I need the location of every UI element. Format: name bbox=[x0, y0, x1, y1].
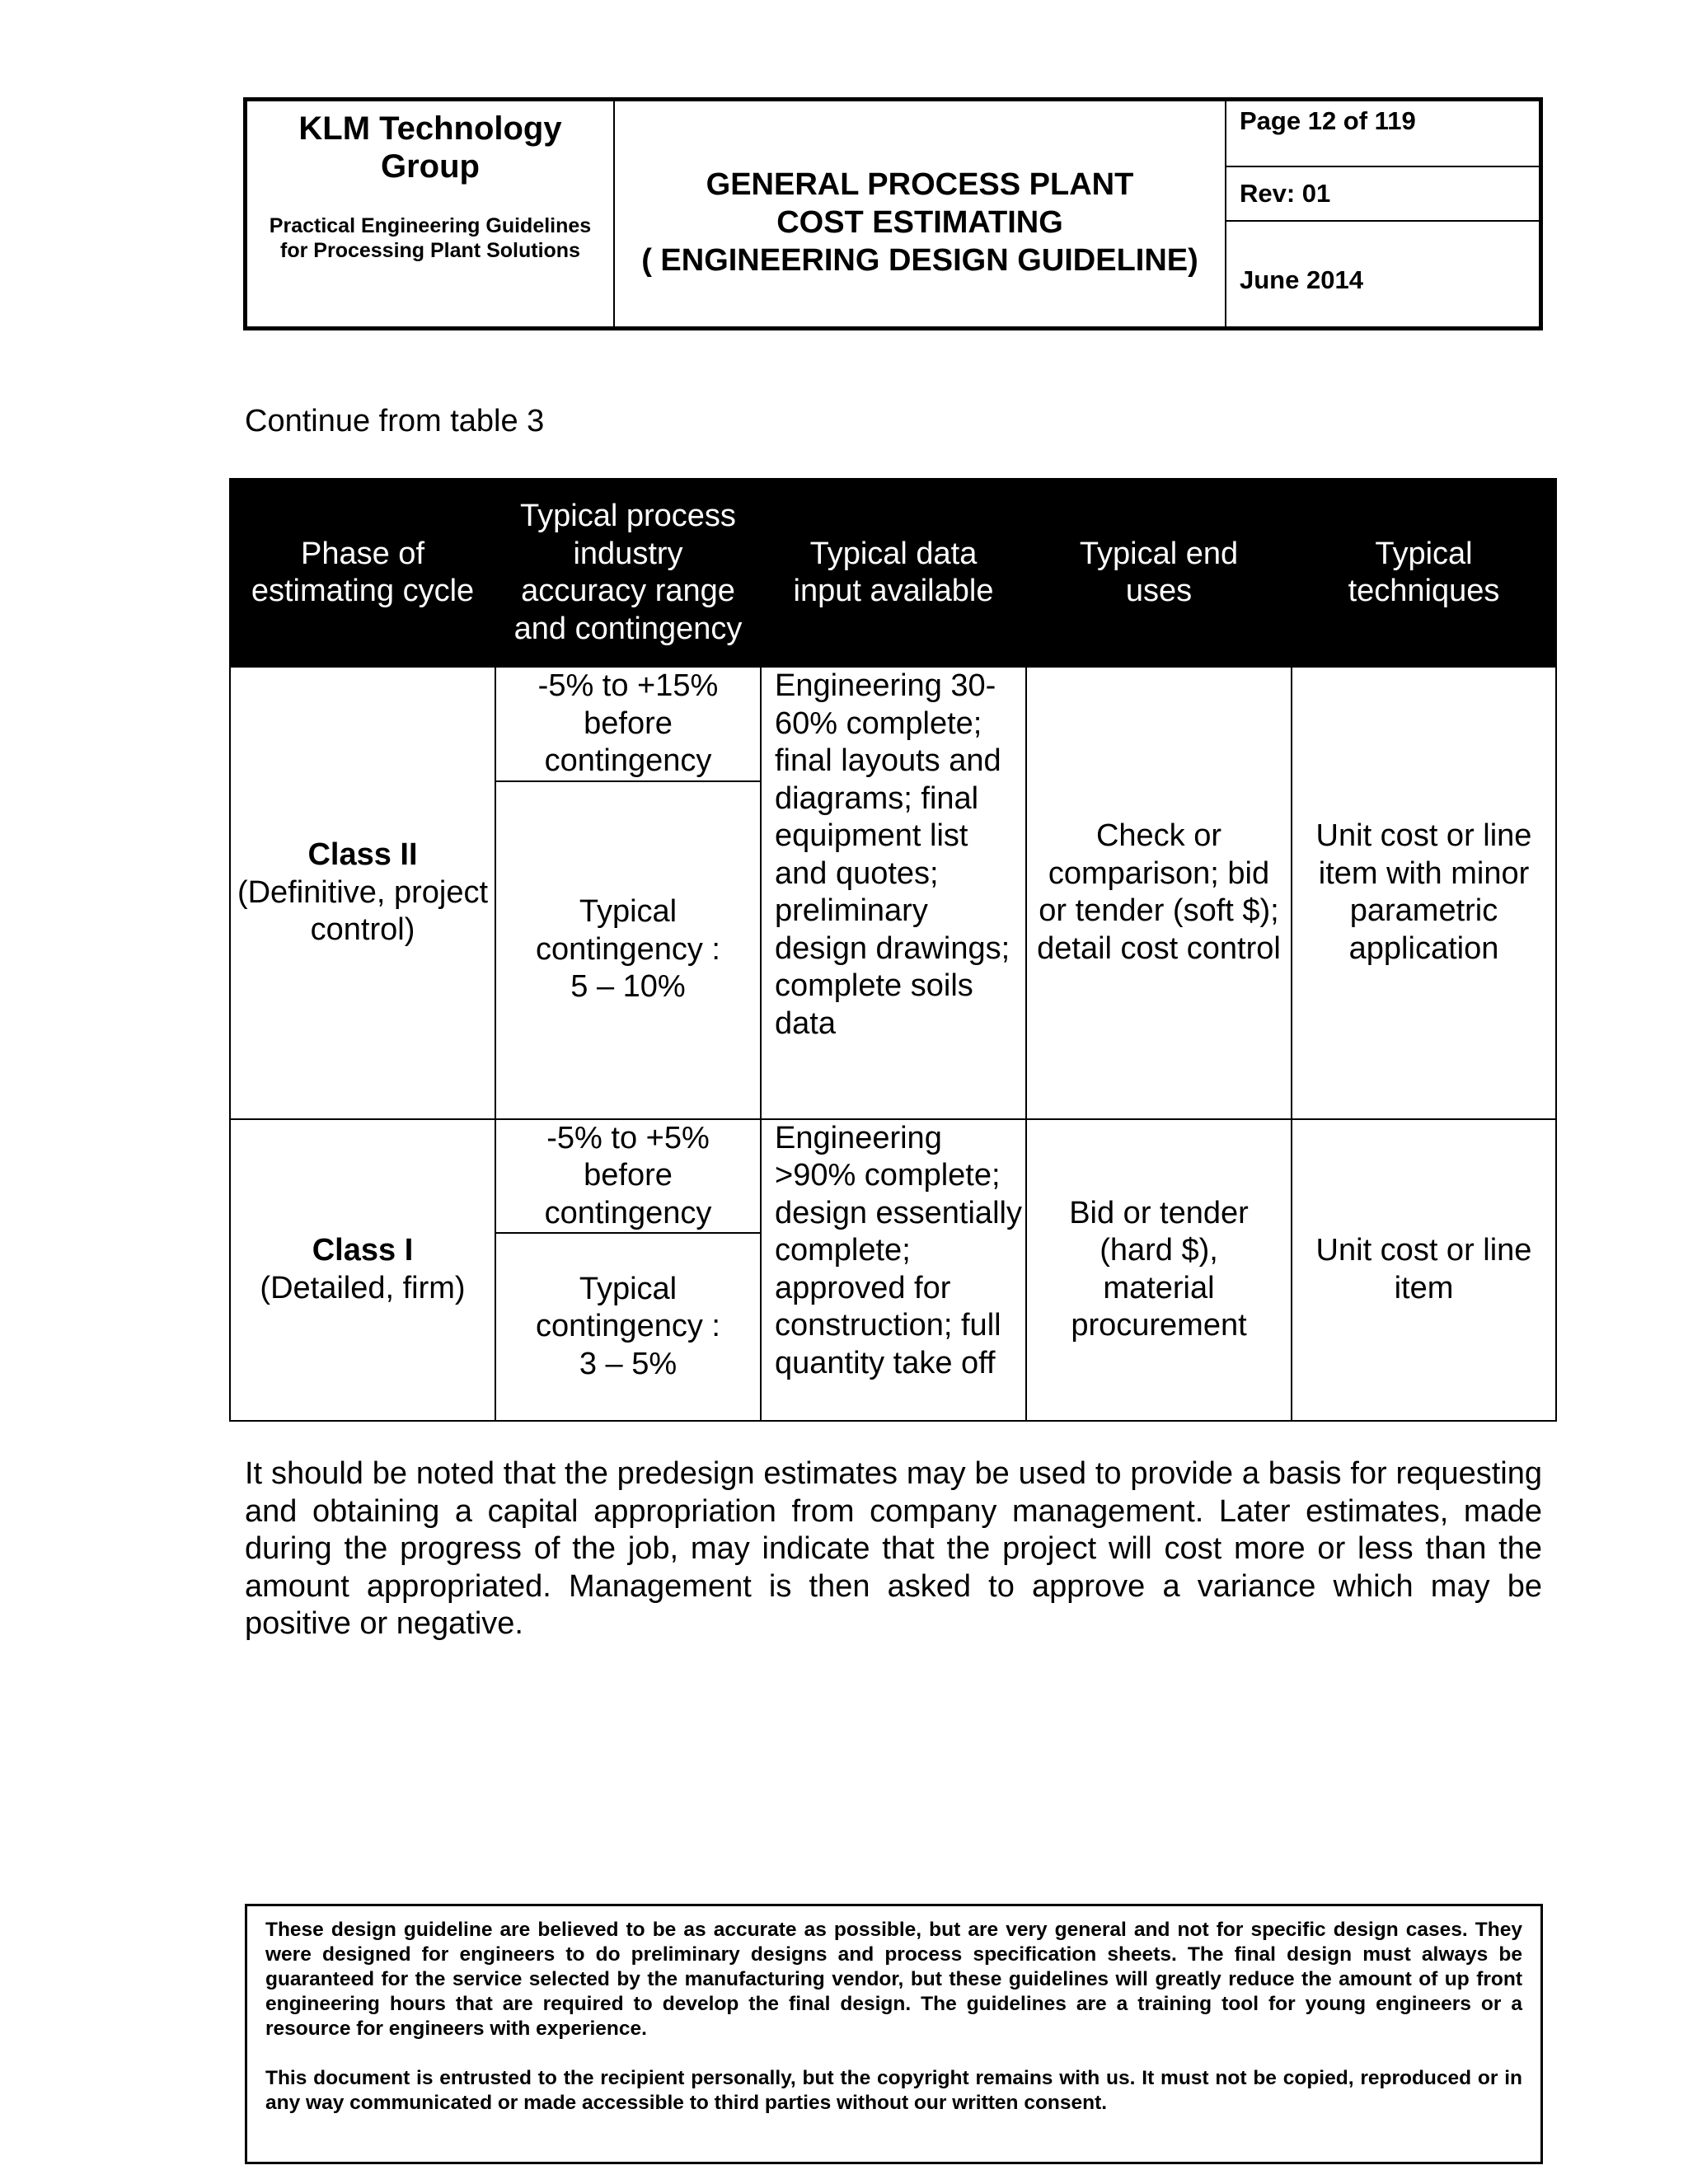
continue-caption: Continue from table 3 bbox=[245, 404, 545, 438]
contingency-cell: Typical contingency : 3 – 5% bbox=[495, 1233, 761, 1421]
title-line-1: GENERAL PROCESS PLANT bbox=[706, 166, 1134, 202]
document-header bbox=[243, 97, 1543, 330]
disclaimer-text: These design guideline are believed to be as accurate as possible, but are very general and not for specific design cases. They were designed for engineers to do preliminary designs and process specification sheets. The final design must always be guaranteed for the service selected by the manufacturing vendor, but these guidelines will greatly reduce the amount of up front engineering hours that are required to develop the final design. The guidelines are a training tool for young engineers or a resource for engineers with experience. bbox=[265, 1919, 1522, 2040]
table-header-row bbox=[230, 479, 1556, 667]
title-line-2: COST ESTIMATING bbox=[776, 204, 1063, 240]
header-title-cell bbox=[615, 101, 1226, 326]
table-row bbox=[230, 1119, 1556, 1234]
header-techniques: Typical techniques bbox=[1292, 479, 1556, 667]
phase-cell bbox=[230, 667, 495, 1119]
copyright-text: This document is entrusted to the recipient personally, but the copyright remains with us. It must not be copied, reproduced or in any way communicated or made accessible to third parties without our written consent. bbox=[265, 2067, 1522, 2114]
header-meta-cell bbox=[1226, 101, 1539, 326]
class-description: (Detailed, firm) bbox=[260, 1270, 466, 1305]
company-name: KLM Technology Group bbox=[298, 110, 562, 185]
footer-disclaimer-box bbox=[245, 1904, 1543, 2164]
end-uses-cell: Check or comparison; bid or tender (soft $); detail cost control bbox=[1026, 667, 1292, 1119]
estimate-class-table bbox=[229, 478, 1557, 1422]
document-title bbox=[641, 149, 1198, 279]
phase-cell bbox=[230, 1119, 495, 1422]
end-uses-cell: Bid or tender (hard $), material procurement bbox=[1026, 1119, 1292, 1422]
revision: Rev: 01 bbox=[1226, 167, 1539, 222]
data-input-cell: Engineering >90% complete; design essentially complete; approved for construction; full quantity take off bbox=[761, 1119, 1026, 1422]
header-end-uses: Typical end uses bbox=[1026, 479, 1292, 667]
class-name: Class I bbox=[312, 1233, 414, 1268]
data-input-cell: Engineering 30-60% complete; final layouts and diagrams; final equipment list and quotes; preliminary design drawings; complete soils data bbox=[761, 667, 1026, 1119]
accuracy-cell: -5% to +5% before contingency bbox=[495, 1119, 761, 1234]
techniques-cell: Unit cost or line item with minor parametric application bbox=[1292, 667, 1556, 1119]
contingency-cell: Typical contingency : 5 – 10% bbox=[495, 781, 761, 1119]
table-row bbox=[230, 667, 1556, 781]
page-number: Page 12 of 119 bbox=[1226, 101, 1539, 167]
class-name: Class II bbox=[307, 837, 418, 872]
company-tagline: Practical Engineering Guidelines for Processing Plant Solutions bbox=[269, 214, 592, 262]
body-paragraph: It should be noted that the predesign estimates may be used to provide a basis for requesting and obtaining a capital appropriation from company management. Later estimates, made during the progress of the job, may indicate that the project will cost more or less than the amount appropriated. Management is then asked to approve a variance which may be positive or negative. bbox=[245, 1456, 1542, 1641]
techniques-cell: Unit cost or line item bbox=[1292, 1119, 1556, 1422]
class-description: (Definitive, project control) bbox=[237, 874, 489, 947]
accuracy-cell: -5% to +15% before contingency bbox=[495, 667, 761, 781]
header-phase: Phase of estimating cycle bbox=[230, 479, 495, 667]
header-company-cell bbox=[247, 101, 615, 326]
issue-date: June 2014 bbox=[1240, 265, 1363, 294]
title-line-3: ( ENGINEERING DESIGN GUIDELINE) bbox=[641, 242, 1198, 278]
header-data-input: Typical data input available bbox=[761, 479, 1026, 667]
header-accuracy: Typical process industry accuracy range and contingency bbox=[495, 479, 761, 667]
